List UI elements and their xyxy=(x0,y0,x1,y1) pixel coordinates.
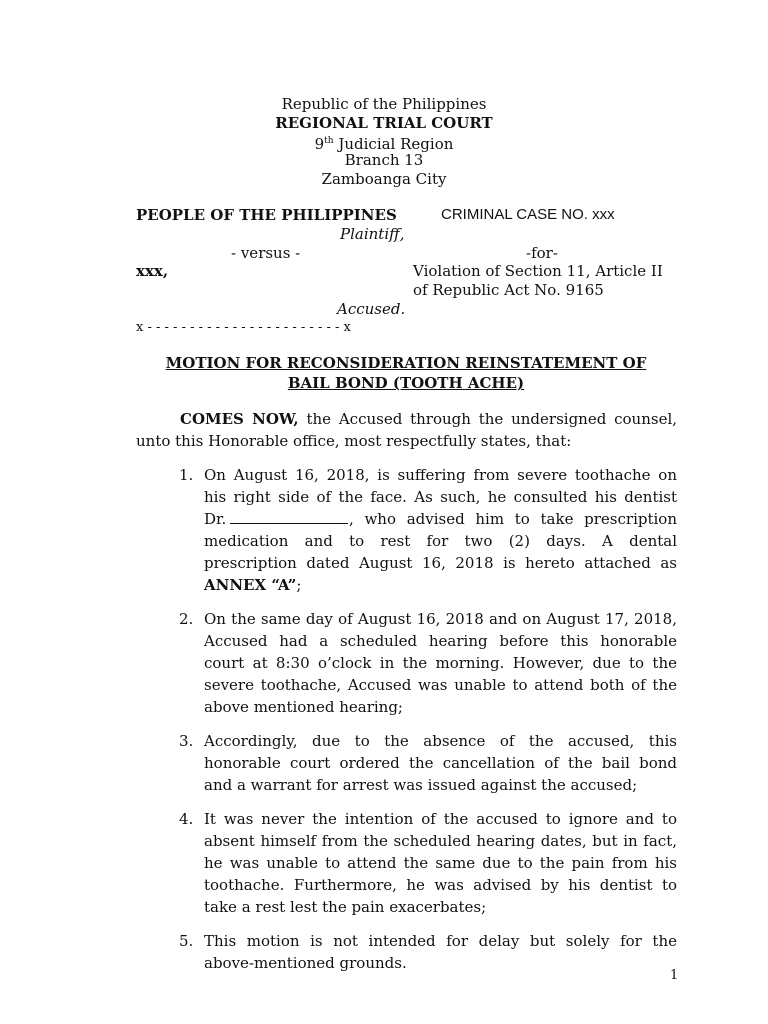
caption-divider: x - - - - - - - - - - - - - - - - - - - - - - - x xyxy=(136,320,351,335)
motion-title-line-2: BAIL BOND (TOOTH ACHE) xyxy=(287,374,525,392)
item-1-line: his right side of the face. As such, he consulted his dentist xyxy=(204,488,677,506)
item-5-line: above-mentioned grounds. xyxy=(204,954,407,972)
item-1-line: prescription dated August 16, 2018 is hereto attached as xyxy=(204,554,677,572)
item-3-line: and a warrant for arrest was issued against the accused; xyxy=(204,776,638,794)
item-2-number: 2. xyxy=(179,610,194,628)
item-3-line: honorable court ordered the cancellation of the bail bond xyxy=(204,754,677,772)
item-2-line: court at 8:30 o’clock in the morning. However, due to the xyxy=(204,654,677,672)
item-1-line: , who advised him to take prescription xyxy=(349,510,677,528)
accused-name: xxx, xyxy=(136,262,169,280)
violation-line-1: Violation of Section 11, Article II xyxy=(413,262,663,280)
item-4-line: take a rest lest the pain exacerbates; xyxy=(204,898,487,916)
dentist-name-blank xyxy=(230,511,348,524)
item-1-line: medication and to rest for two (2) days. A dental xyxy=(204,532,677,550)
item-4-line: It was never the intention of the accused to ignore and to xyxy=(204,810,677,828)
item-2-line: Accused had a scheduled hearing before this honorable xyxy=(204,632,677,650)
item-1-annex: ANNEX “A”; xyxy=(204,576,302,594)
item-5-line: This motion is not intended for delay but solely for the xyxy=(204,932,677,950)
violation-line-2: of Republic Act No. 9165 xyxy=(413,281,604,299)
item-1-line: On August 16, 2018, is suffering from severe toothache on xyxy=(204,466,677,484)
annex-label: ANNEX “A” xyxy=(204,576,297,594)
motion-title-line-1: MOTION FOR RECONSIDERATION REINSTATEMENT OF xyxy=(165,354,647,372)
item-1-number: 1. xyxy=(179,466,194,484)
republic-line: Republic of the Philippines xyxy=(281,95,487,113)
intro-line-1 xyxy=(180,408,677,430)
plaintiff-name: PEOPLE OF THE PHILIPPINES xyxy=(136,206,397,224)
region-text: Judicial Region xyxy=(333,135,454,153)
court-name: REGIONAL TRIAL COURT xyxy=(275,114,493,132)
for-label: -for- xyxy=(526,244,558,262)
accused-role: Accused. xyxy=(337,300,406,318)
item-4-line: toothache. Furthermore, he was advised by his dentist to xyxy=(204,876,677,894)
item-2-line: above mentioned hearing; xyxy=(204,698,403,716)
item-5-number: 5. xyxy=(179,932,194,950)
city: Zamboanga City xyxy=(321,170,447,188)
intro-line-1-text: the Accused through the undersigned counsel, xyxy=(298,410,678,428)
intro-line-2: unto this Honorable office, most respectfully states, that: xyxy=(136,432,572,450)
region-number: 9 xyxy=(314,135,325,153)
plaintiff-role: Plaintiff, xyxy=(340,225,405,243)
region-ordinal: th xyxy=(324,136,334,146)
page-number: 1 xyxy=(670,968,679,983)
item-2-line: severe toothache, Accused was unable to attend both of the xyxy=(204,676,677,694)
item-1-dentist-label: Dr. xyxy=(204,508,348,530)
intro-lead: COMES NOW, xyxy=(180,410,299,428)
versus-label: - versus - xyxy=(231,244,301,262)
item-3-line: Accordingly, due to the absence of the accused, this xyxy=(204,732,677,750)
item-4-line: absent himself from the scheduled hearing dates, but in fact, xyxy=(204,832,677,850)
item-3-number: 3. xyxy=(179,732,194,750)
item-4-number: 4. xyxy=(179,810,194,828)
item-2-line: On the same day of August 16, 2018 and on August 17, 2018, xyxy=(204,610,677,628)
case-number: CRIMINAL CASE NO. xxx xyxy=(441,206,615,223)
item-4-line: he was unable to attend the same due to the pain from his xyxy=(204,854,677,872)
branch: Branch 13 xyxy=(344,151,424,169)
